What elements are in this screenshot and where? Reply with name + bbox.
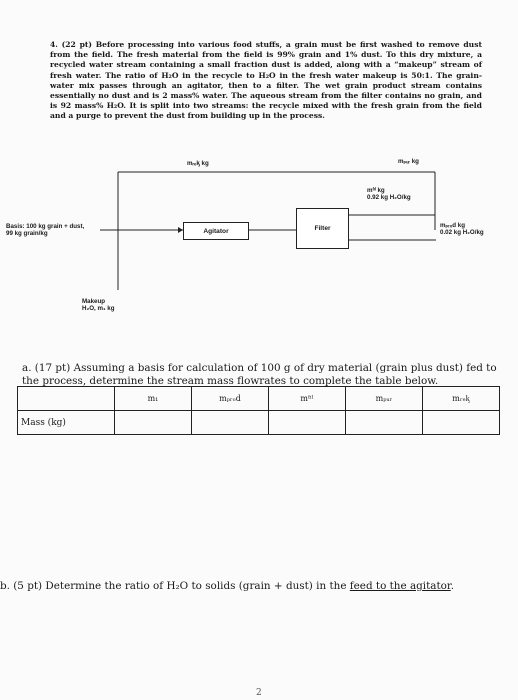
table-cell[interactable] (115, 411, 192, 435)
mpur-label: mₚᵤᵣ kg (398, 158, 419, 165)
problem-text: 4. (22 pt) Before processing into various food stuffs, a grain must be first washed to remove dust from the field. The fresh material from the field is 99% grain and 1% dust. To this dry mixture, a recycled water stream containing a small fraction dust is added, along with a “makeup” stream of fresh water. The ratio of H₂O in the recycle to H₂O in the fresh water makeup is 50:1. The grain-water mix passes through an agitator, then to a filter. The wet grain product stream contains essentially no dust and is 2 mass% water. The aqueous stream from the filter contains no grain, and is 92 mass% H₂O. It is split into two streams: the recycle mixed with the fresh grain from the field and a purge to prevent the dust from building up in the process. (50, 40, 482, 121)
makeup-label: Makeup H₂O, m₁ kg (82, 298, 115, 312)
part-b-question: b. (5 pt) Determine the ratio of H₂O to solids (grain + dust) in the feed to the agitator. (0, 580, 455, 592)
table-cell[interactable] (269, 411, 346, 435)
table-cell[interactable] (423, 411, 500, 435)
table-header-cell: m₁ (115, 387, 192, 411)
table-header-cell: mₚᵣₒd (192, 387, 269, 411)
mprod-label: mₚᵣₒd kg 0.02 kg H₂O/kg (440, 222, 484, 236)
table-header-row (18, 387, 500, 411)
filter-box: Filter (296, 208, 349, 249)
table-header-cell: mₚᵤᵣ (346, 387, 423, 411)
table-cell[interactable] (192, 411, 269, 435)
flowrate-table (17, 386, 500, 435)
table-header-cell: mᶠᶦˡ (269, 387, 346, 411)
table-row (18, 411, 500, 435)
page-number: 2 (256, 688, 262, 698)
part-a-question: a. (17 pt) Assuming a basis for calculation of 100 g of dry material (grain plus dust) fed to the process, determine the stream mass flowrates to complete the table below. (22, 362, 497, 387)
row-label: Mass (kg) (18, 411, 115, 435)
agitator-box: Agitator (183, 222, 249, 240)
basis-label: Basis: 100 kg grain + dust, 99 kg grain/kg (6, 223, 85, 237)
table-header-cell (18, 387, 115, 411)
table-cell[interactable] (346, 411, 423, 435)
mfil-label: mᶠᶦˡ kg 0.92 kg H₂O/kg (367, 187, 411, 201)
mrec-label: mᵣₑᶄ kg (187, 160, 209, 167)
table-header-cell: mᵣₑᶄ (423, 387, 500, 411)
